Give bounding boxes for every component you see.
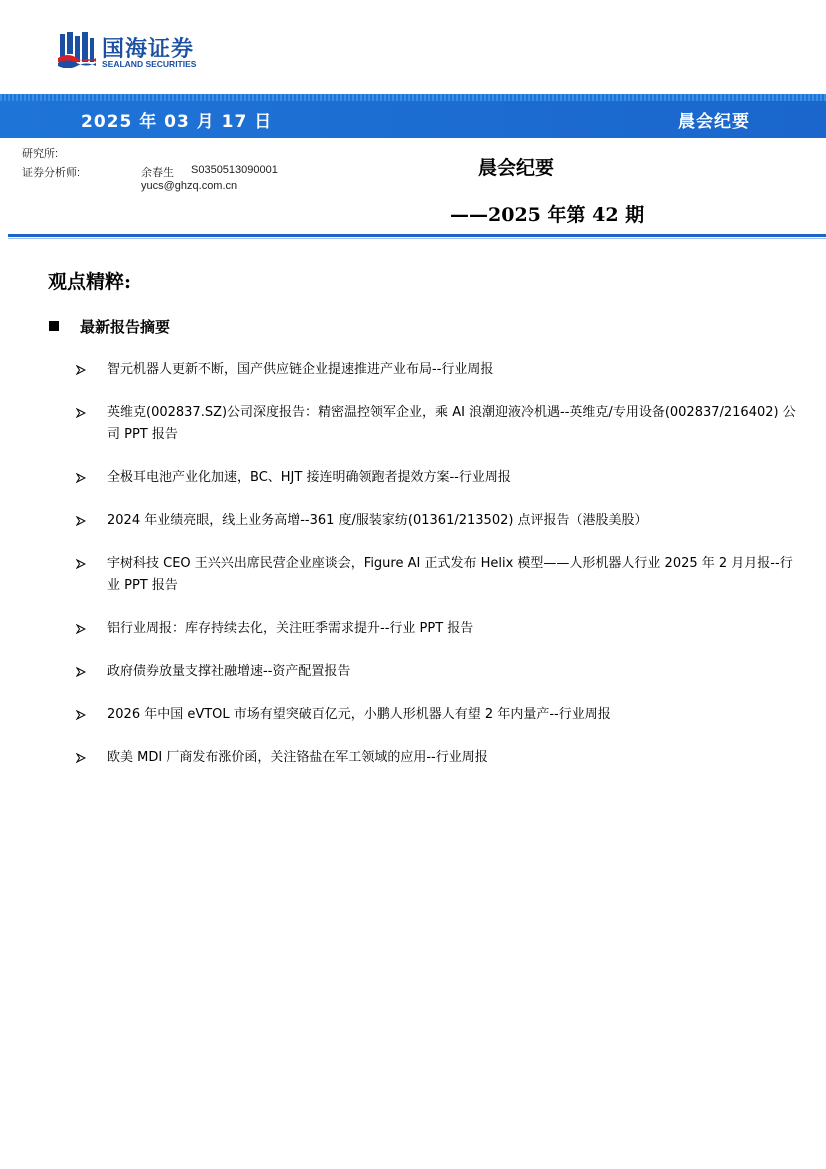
report-date: 2025 年 03 月 17 日 <box>81 112 273 132</box>
subsection-title: 最新报告摘要 <box>80 318 171 336</box>
document-title: 晨会纪要 <box>478 157 555 179</box>
analyst-id: S0350513090001 <box>191 164 278 176</box>
sealand-logo-icon <box>58 30 96 68</box>
report-title: 全极耳电池产业化加速，BC、HJT 接连明确领跑者提效方案--行业周报 <box>107 470 511 485</box>
report-list-item[interactable] <box>76 618 796 640</box>
arrow-bullet-icon <box>76 618 90 634</box>
square-bullet-icon <box>49 321 59 331</box>
banner-stripe <box>0 94 826 101</box>
report-list-item[interactable] <box>76 359 796 381</box>
issue-number: ——2025 年第 42 期 <box>450 204 645 226</box>
analyst-name: 余春生 <box>141 167 174 179</box>
report-list-item[interactable] <box>76 467 796 489</box>
report-list-item[interactable] <box>76 747 796 769</box>
banner-title: 晨会纪要 <box>678 112 750 132</box>
report-title: 宇树科技 CEO 王兴兴出席民营企业座谈会，Figure AI 正式发布 Helix 模型——人形机器人行业 2025 年 2 月月报--行业 PPT 报告 <box>107 556 793 593</box>
header-divider <box>8 234 826 237</box>
logo-chinese-name: 国海证券 <box>102 37 195 62</box>
analyst-email[interactable]: yucs@ghzq.com.cn <box>141 180 238 192</box>
arrow-bullet-icon <box>76 467 90 483</box>
report-title: 智元机器人更新不断，国产供应链企业提速推进产业布局--行业周报 <box>107 362 494 377</box>
header-divider-thin <box>8 238 826 239</box>
report-title: 2024 年业绩亮眼，线上业务高增--361 度/服装家纺(01361/213502) 点评报告（港股美股） <box>107 513 648 528</box>
logo-english-name: SEALAND SECURITIES <box>102 59 197 69</box>
arrow-bullet-icon <box>76 661 90 677</box>
report-title: 欧美 MDI 厂商发布涨价函，关注铬盐在军工领域的应用--行业周报 <box>107 750 488 765</box>
report-list-item[interactable] <box>76 510 796 532</box>
arrow-bullet-icon <box>76 704 90 720</box>
arrow-bullet-icon <box>76 359 90 375</box>
arrow-bullet-icon <box>76 747 90 763</box>
report-title: 英维克(002837.SZ)公司深度报告：精密温控领军企业，乘 AI 浪潮迎液冷机遇--英维克/专用设备(002837/216402) 公司 PPT 报告 <box>107 405 796 442</box>
report-list <box>76 359 796 769</box>
report-list-item[interactable] <box>76 704 796 726</box>
report-title: 2026 年中国 eVTOL 市场有望突破百亿元，小鹏人形机器人有望 2 年内量产--行业周报 <box>107 707 611 722</box>
report-list-item[interactable] <box>76 661 796 683</box>
arrow-bullet-icon <box>76 402 90 418</box>
analyst-label: 证券分析师: <box>22 167 81 179</box>
arrow-bullet-icon <box>76 510 90 526</box>
report-title: 政府债券放量支撑社融增速--资产配置报告 <box>107 664 351 679</box>
institute-label: 研究所: <box>22 148 59 160</box>
arrow-bullet-icon <box>76 553 90 569</box>
report-list-item[interactable] <box>76 402 796 446</box>
section-title: 观点精粹: <box>48 271 132 293</box>
report-title: 铝行业周报：库存持续去化，关注旺季需求提升--行业 PPT 报告 <box>107 621 474 636</box>
report-list-item[interactable] <box>76 553 796 597</box>
